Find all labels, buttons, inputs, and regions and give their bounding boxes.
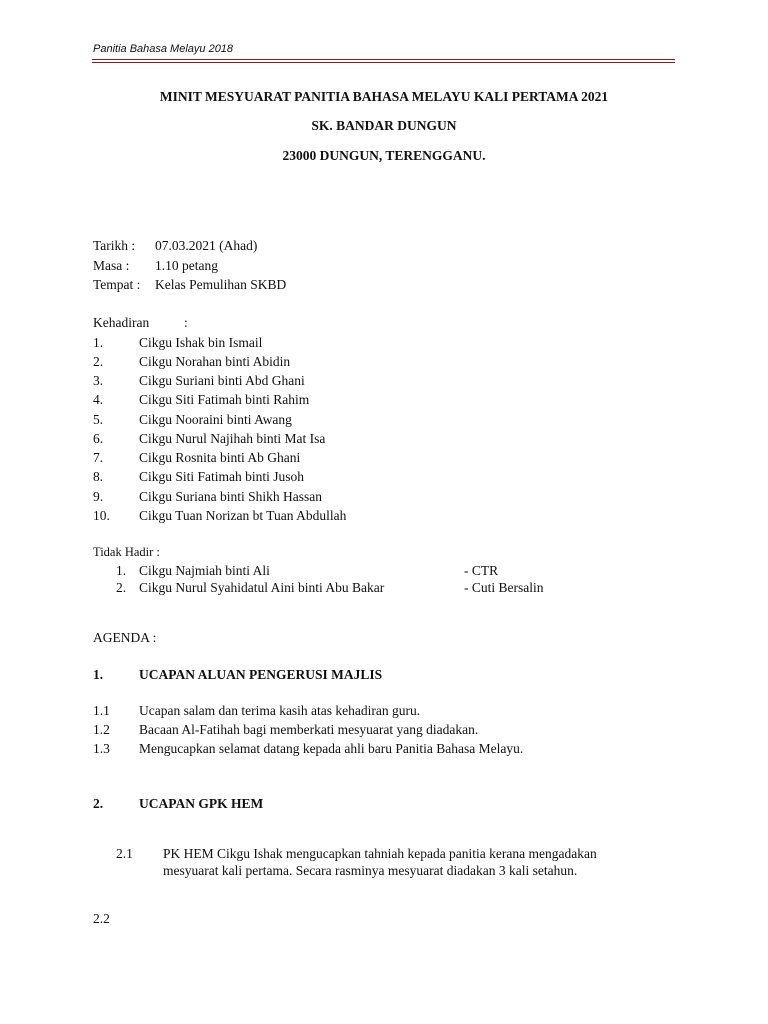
- page-header: Panitia Bahasa Melayu 2018: [93, 43, 234, 55]
- list-item-number: 4.: [93, 392, 104, 407]
- item-number: 1.3: [93, 741, 110, 756]
- list-item: Cikgu Siti Fatimah binti Rahim: [139, 392, 310, 407]
- masa-label: Masa :: [93, 258, 130, 273]
- kehadiran-label: Kehadiran: [93, 315, 150, 330]
- section-number: 1.: [93, 667, 104, 682]
- list-item: Cikgu Nooraini binti Awang: [139, 412, 292, 427]
- list-item-number: 1.: [116, 563, 127, 578]
- list-item-number: 9.: [93, 489, 104, 504]
- section-number: 2.: [93, 796, 104, 811]
- school-name: SK. BANDAR DUNGUN: [311, 118, 457, 133]
- section-heading: UCAPAN GPK HEM: [139, 796, 264, 811]
- list-item-number: 2.: [116, 580, 127, 595]
- list-item: Cikgu Ishak bin Ismail: [139, 335, 263, 350]
- list-item-number: 7.: [93, 450, 104, 465]
- tarikh-value: 07.03.2021 (Ahad): [155, 238, 258, 253]
- header-rule: [92, 59, 675, 60]
- agenda-item-continued: mesyuarat kali pertama. Secara rasminya mesyuarat diadakan 3 kali setahun.: [163, 863, 578, 878]
- list-item: Cikgu Tuan Norizan bt Tuan Abdullah: [139, 508, 347, 523]
- header-rule-thin: [92, 62, 675, 63]
- agenda-item: Bacaan Al-Fatihah bagi memberkati mesyuarat yang diadakan.: [139, 722, 479, 737]
- absence-reason: - Cuti Bersalin: [464, 580, 544, 595]
- school-address: 23000 DUNGUN, TERENGGANU.: [282, 148, 486, 163]
- item-number: 2.2: [93, 911, 110, 926]
- list-item-number: 1.: [93, 335, 104, 350]
- list-item-number: 5.: [93, 412, 104, 427]
- list-item: Cikgu Suriani binti Abd Ghani: [139, 373, 305, 388]
- list-item-number: 2.: [93, 354, 104, 369]
- item-number: 1.2: [93, 722, 110, 737]
- agenda-item: PK HEM Cikgu Ishak mengucapkan tahniah kepada panitia kerana mengadakan: [163, 846, 597, 861]
- kehadiran-colon: :: [184, 315, 188, 330]
- tidak-hadir-label: Tidak Hadir :: [93, 545, 160, 559]
- list-item: Cikgu Rosnita binti Ab Ghani: [139, 450, 301, 465]
- list-item: Cikgu Nurul Syahidatul Aini binti Abu Bakar: [139, 580, 385, 595]
- absence-reason: - CTR: [464, 563, 499, 578]
- list-item-number: 10.: [93, 508, 110, 523]
- tarikh-label: Tarikh :: [93, 238, 136, 253]
- list-item-number: 6.: [93, 431, 104, 446]
- agenda-item: Mengucapkan selamat datang kepada ahli baru Panitia Bahasa Melayu.: [139, 741, 524, 756]
- item-number: 1.1: [93, 703, 110, 718]
- list-item: Cikgu Nurul Najihah binti Mat Isa: [139, 431, 326, 446]
- tempat-value: Kelas Pemulihan SKBD: [155, 277, 287, 292]
- masa-value: 1.10 petang: [155, 258, 218, 273]
- item-number: 2.1: [116, 846, 133, 861]
- list-item: Cikgu Suriana binti Shikh Hassan: [139, 489, 322, 504]
- document-title: MINIT MESYUARAT PANITIA BAHASA MELAYU KALI PERTAMA 2021: [159, 89, 609, 104]
- list-item-number: 3.: [93, 373, 104, 388]
- list-item-number: 8.: [93, 469, 104, 484]
- agenda-item: Ucapan salam dan terima kasih atas kehadiran guru.: [139, 703, 421, 718]
- list-item: Cikgu Najmiah binti Ali: [139, 563, 270, 578]
- section-heading: UCAPAN ALUAN PENGERUSI MAJLIS: [139, 667, 383, 682]
- list-item: Cikgu Siti Fatimah binti Jusoh: [139, 469, 305, 484]
- tempat-label: Tempat :: [93, 277, 141, 292]
- agenda-label: AGENDA :: [93, 630, 157, 645]
- list-item: Cikgu Norahan binti Abidin: [139, 354, 291, 369]
